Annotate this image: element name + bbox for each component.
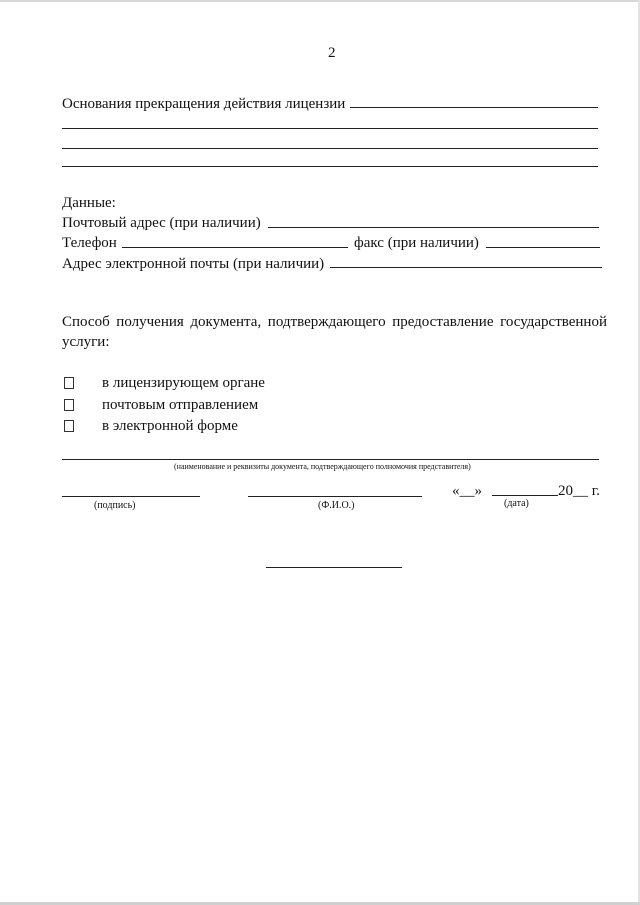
representative-document-caption: (наименование и реквизиты документа, подтверждающего полномочия представителя) xyxy=(174,462,471,471)
postal-address-field[interactable] xyxy=(268,227,599,228)
email-label: Адрес электронной почты (при наличии) xyxy=(62,256,325,272)
termination-field-line-3[interactable] xyxy=(62,148,598,149)
termination-field-line-2[interactable] xyxy=(62,128,598,129)
signature-field[interactable] xyxy=(62,496,200,497)
option-licensing-authority-checkbox[interactable] xyxy=(64,377,74,389)
option-postal-label: почтовым отправлением xyxy=(102,397,259,413)
date-year-text: 20__ г. xyxy=(558,483,600,499)
date-day-field[interactable]: «__» xyxy=(452,483,482,499)
fax-label: факс (при наличии) xyxy=(354,235,479,251)
date-month-field[interactable] xyxy=(492,495,558,496)
receipt-method-question-cont: услуги: xyxy=(62,334,110,350)
date-caption: (дата) xyxy=(504,498,529,509)
email-field[interactable] xyxy=(330,267,602,268)
fio-field[interactable] xyxy=(248,496,422,497)
termination-field-line-4[interactable] xyxy=(62,166,598,167)
page-number: 2 xyxy=(328,45,336,61)
fax-field[interactable] xyxy=(486,247,600,248)
option-electronic-checkbox[interactable] xyxy=(64,420,74,432)
scan-edge-top xyxy=(0,0,640,2)
option-licensing-authority-label: в лицензирующем органе xyxy=(102,375,265,391)
data-heading: Данные: xyxy=(62,195,116,211)
postal-address-label: Почтовый адрес (при наличии) xyxy=(62,215,261,231)
representative-document-field[interactable] xyxy=(62,459,599,460)
signature-caption: (подпись) xyxy=(94,500,136,511)
fio-caption: (Ф.И.О.) xyxy=(318,500,355,511)
option-electronic-label: в электронной форме xyxy=(102,418,238,434)
termination-field-line-1[interactable] xyxy=(350,107,598,108)
option-postal-checkbox[interactable] xyxy=(64,399,74,411)
receipt-method-question: Способ получения документа, подтверждающего предоставление государственной xyxy=(62,314,607,330)
phone-field[interactable] xyxy=(122,247,348,248)
termination-label: Основания прекращения действия лицензии xyxy=(62,96,346,112)
closing-divider xyxy=(266,567,402,568)
phone-label: Телефон xyxy=(62,235,117,251)
